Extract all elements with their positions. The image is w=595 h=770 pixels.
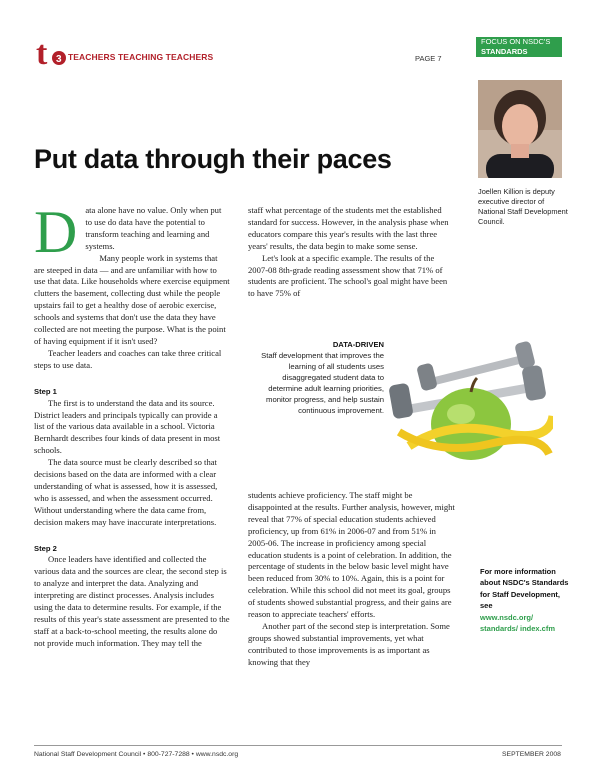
standards-link[interactable]: www.nsdc.org/ standards/ index.cfm bbox=[480, 612, 556, 634]
paragraph: Teacher leaders and coaches can take three critical steps to use data. bbox=[34, 347, 222, 370]
article-column-2-bottom bbox=[248, 490, 456, 669]
paragraph: The first is to understand the data and its source. District leaders and principals typically can provide a list of the various data available in a school. Victoria Bernhardt describes four kinds of data present in most schools. bbox=[34, 397, 221, 456]
focus-box bbox=[476, 37, 562, 57]
article-column-1 bbox=[34, 199, 230, 650]
paragraph: staff what percentage of the students met the established standard for success. However, in the analysis phase when educators compare this year's results with the last three years' results, the data begin to make some sense. bbox=[248, 205, 449, 251]
paragraph: Another part of the second step is interpretation. Some groups showed substantial improvements, yet what contributed to those improvements is as important as knowing that they bbox=[248, 620, 450, 667]
more-info-box bbox=[480, 566, 570, 634]
focus-line2: STANDARDS bbox=[481, 46, 528, 56]
portrait-image bbox=[478, 80, 562, 178]
focus-line1: FOCUS ON NSDC'S bbox=[481, 37, 551, 46]
paragraph: students achieve proficiency. The staff might be disappointed at the results. Further analysis, however, might reveal that 77% of special education students achieved proficiency, up from 61% in 2006-07 and from 51% in 2005-06. The increase in proficiency among special education students is a point of celebration. In addition, the percentage of students in the below basic level might have been reduced from 30% to 10%. Again, this is a point for celebration. While this school did not meet its goal, groups of students showed substantial progress, and their gains are reason to appreciate teachers' efforts. bbox=[248, 490, 455, 620]
footer-contact: National Staff Development Council • 800-727-7288 • www.nsdc.org bbox=[34, 751, 239, 758]
paragraph: The data source must be clearly described so that decisions based on the data are informed with a clear understanding of what is assessed, how it is assessed, who is assessed, and when the assessment occurred. Without understanding where the data came from, decision makers may have inaccurate interpretations. bbox=[34, 457, 218, 527]
footer-divider bbox=[34, 745, 562, 746]
paragraph: Many people work in systems that are steeped in data — and are unfamiliar with how to use that data. Like households where exercise equipment clutters the basement, collecting dust while the people upstairs fail to get a healthy dose of aerobic exercise, schools and systems that don't use the data they have collected are not meeting the purpose. What is the point of having equipment if it isn't used? bbox=[34, 252, 230, 346]
page-number: PAGE 7 bbox=[415, 54, 442, 63]
paragraph: Once leaders have identified and collected the various data and the sources are clear, the second step is to analyze and interpret the data. Analyzing and interpreting are distinct processes. Analysis includes using the data to determine results. For example, if the results of this year's state assessment are presented to the staff at a back-to-school meeting, the results alone do not provide much information. They may tell the bbox=[34, 554, 230, 648]
callout-title: DATA-DRIVEN bbox=[332, 340, 384, 349]
svg-text:3: 3 bbox=[56, 54, 62, 65]
article-column-2-top bbox=[248, 205, 456, 300]
section-title: TEACHERS TEACHING TEACHERS bbox=[68, 52, 214, 62]
step-heading: Step 1 bbox=[34, 386, 57, 396]
footer-date: SEPTEMBER 2008 bbox=[502, 751, 561, 758]
photo-caption: Joellen Killion is deputy executive director of National Staff Development Council. bbox=[478, 187, 568, 226]
t3-logo-icon bbox=[33, 36, 67, 70]
more-info-text: For more information about NSDC's Standards for Staff Development, see bbox=[480, 567, 569, 611]
dumbbells-apple-image bbox=[389, 336, 553, 470]
svg-text:t: t bbox=[36, 36, 48, 70]
paragraph: ata alone have no value. Only when put to use do data have the potential to transform teaching and learning and systems. bbox=[85, 205, 222, 251]
paragraph: Let's look at a specific example. The results of the 2007-08 8th-grade reading assessment show that 71% of students are proficient. The school's goal might have been to have 75% of bbox=[248, 252, 448, 299]
drop-cap: D bbox=[34, 199, 78, 265]
callout-box bbox=[259, 339, 384, 416]
step-heading: Step 2 bbox=[34, 543, 57, 553]
author-photo bbox=[478, 80, 562, 178]
article-headline: Put data through their paces bbox=[34, 144, 392, 174]
callout-text: Staff development that improves the learning of all students uses disaggregated student data to determine adult learning priorities, monitor progress, and help sustain continuous improvement. bbox=[261, 351, 384, 415]
